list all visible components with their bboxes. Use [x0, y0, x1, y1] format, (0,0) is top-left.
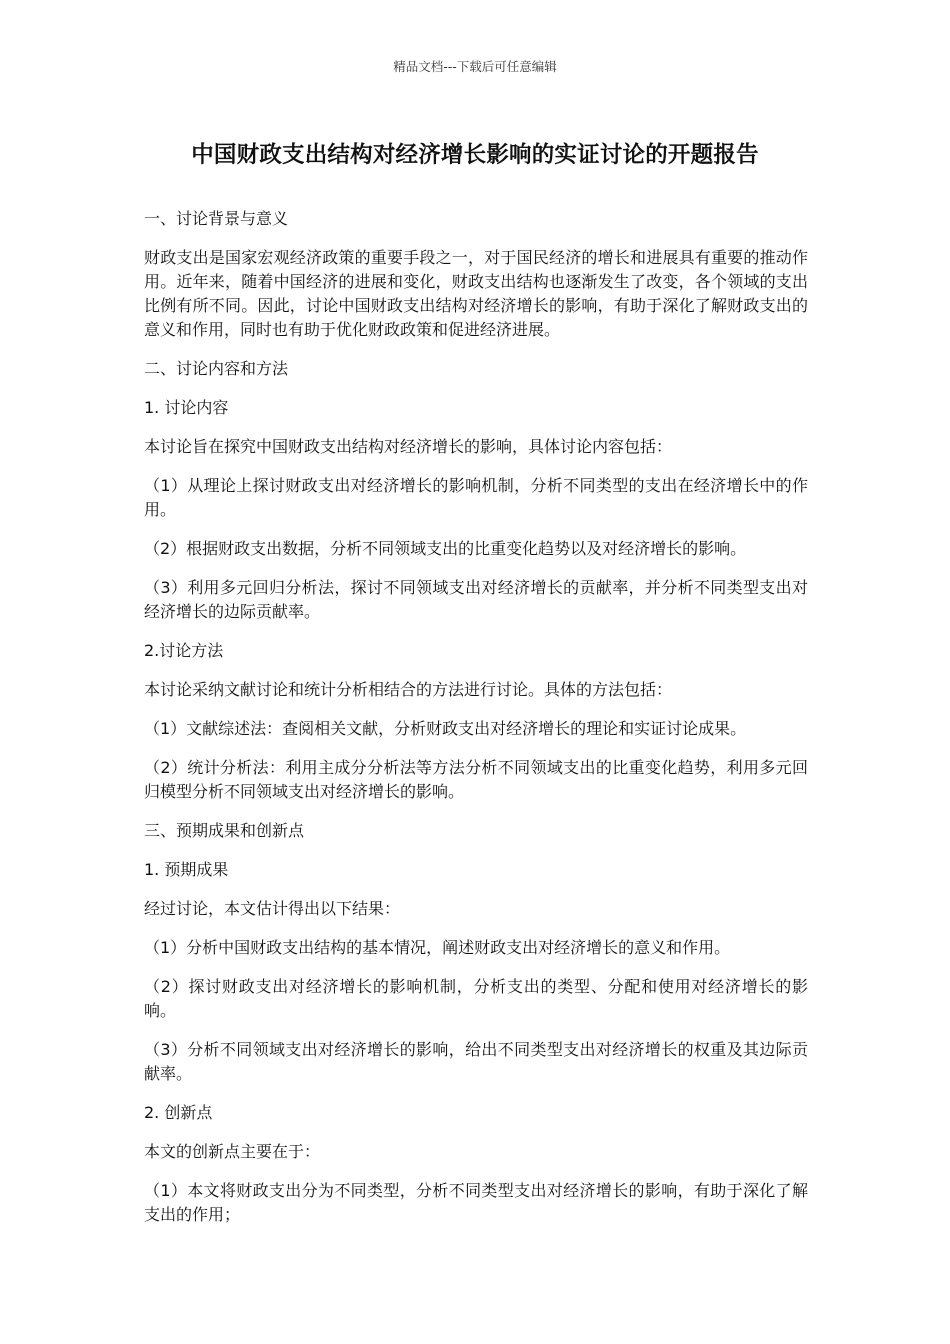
paragraph-innovation-intro: 本文的创新点主要在于：: [144, 1142, 321, 1161]
subheading-method: 2.讨论方法: [144, 641, 224, 660]
list-item-content-2: （2）根据财政支出数据，分析不同领域支出的比重变化趋势以及对经济增长的影响。: [144, 539, 747, 558]
paragraph-method-intro: 本讨论采纳文献讨论和统计分析相结合的方法进行讨论。具体的方法包括：: [144, 680, 673, 699]
paragraph-background: 财政支出是国家宏观经济政策的重要手段之一，对于国民经济的增长和进展具有重要的推动作用。近年来，随着中国经济的进展和变化，财政支出结构也逐渐发生了改变，各个领域的支出比例有所不同。因此，讨论中国财政支出结构对经济增长的影响，有助于深化了解财政支出的意义和作用，同时也有助于优化财政政策和促进经济进展。: [144, 248, 808, 339]
list-item-method-2: （2）统计分析法：利用主成分分析法等方法分析不同领域支出的比重变化趋势，利用多元回归模型分析不同领域支出对经济增长的影响。: [144, 758, 808, 801]
paragraph-content-intro: 本讨论旨在探究中国财政支出结构对经济增长的影响，具体讨论内容包括：: [144, 437, 673, 456]
list-item-content-3: （3）利用多元回归分析法，探讨不同领域支出对经济增长的贡献率，并分析不同类型支出对经济增长的边际贡献率。: [144, 578, 808, 621]
list-item-content-1: （1）从理论上探讨财政支出对经济增长的影响机制，分析不同类型的支出在经济增长中的作用。: [144, 476, 808, 519]
subheading-expected-results: 1. 预期成果: [144, 860, 229, 879]
list-item-results-2: （2）探讨财政支出对经济增长的影响机制，分析支出的类型、分配和使用对经济增长的影响。: [144, 977, 808, 1020]
list-item-results-3: （3）分析不同领域支出对经济增长的影响，给出不同类型支出对经济增长的权重及其边际贡献率。: [144, 1040, 808, 1083]
section-heading-background: 一、讨论背景与意义: [144, 209, 289, 228]
subheading-innovation: 2. 创新点: [144, 1103, 213, 1122]
list-item-method-1: （1）文献综述法：查阅相关文献，分析财政支出对经济增长的理论和实证讨论成果。: [144, 719, 747, 738]
section-heading-results: 三、预期成果和创新点: [144, 821, 305, 840]
subheading-content: 1. 讨论内容: [144, 398, 229, 417]
document-title: 中国财政支出结构对经济增长影响的实证讨论的开题报告: [191, 142, 759, 168]
list-item-results-1: （1）分析中国财政支出结构的基本情况，阐述财政支出对经济增长的意义和作用。: [144, 938, 731, 957]
document-body: [144, 207, 808, 1242]
list-item-innovation-1: （1）本文将财政支出分为不同类型，分析不同类型支出对经济增长的影响，有助于深化了解支出的作用；: [144, 1181, 808, 1224]
paragraph-results-intro: 经过讨论，本文估计得出以下结果：: [144, 899, 401, 918]
section-heading-content-method: 二、讨论内容和方法: [144, 359, 289, 378]
page-header-note: 精品文档---下载后可任意编辑: [393, 59, 557, 74]
